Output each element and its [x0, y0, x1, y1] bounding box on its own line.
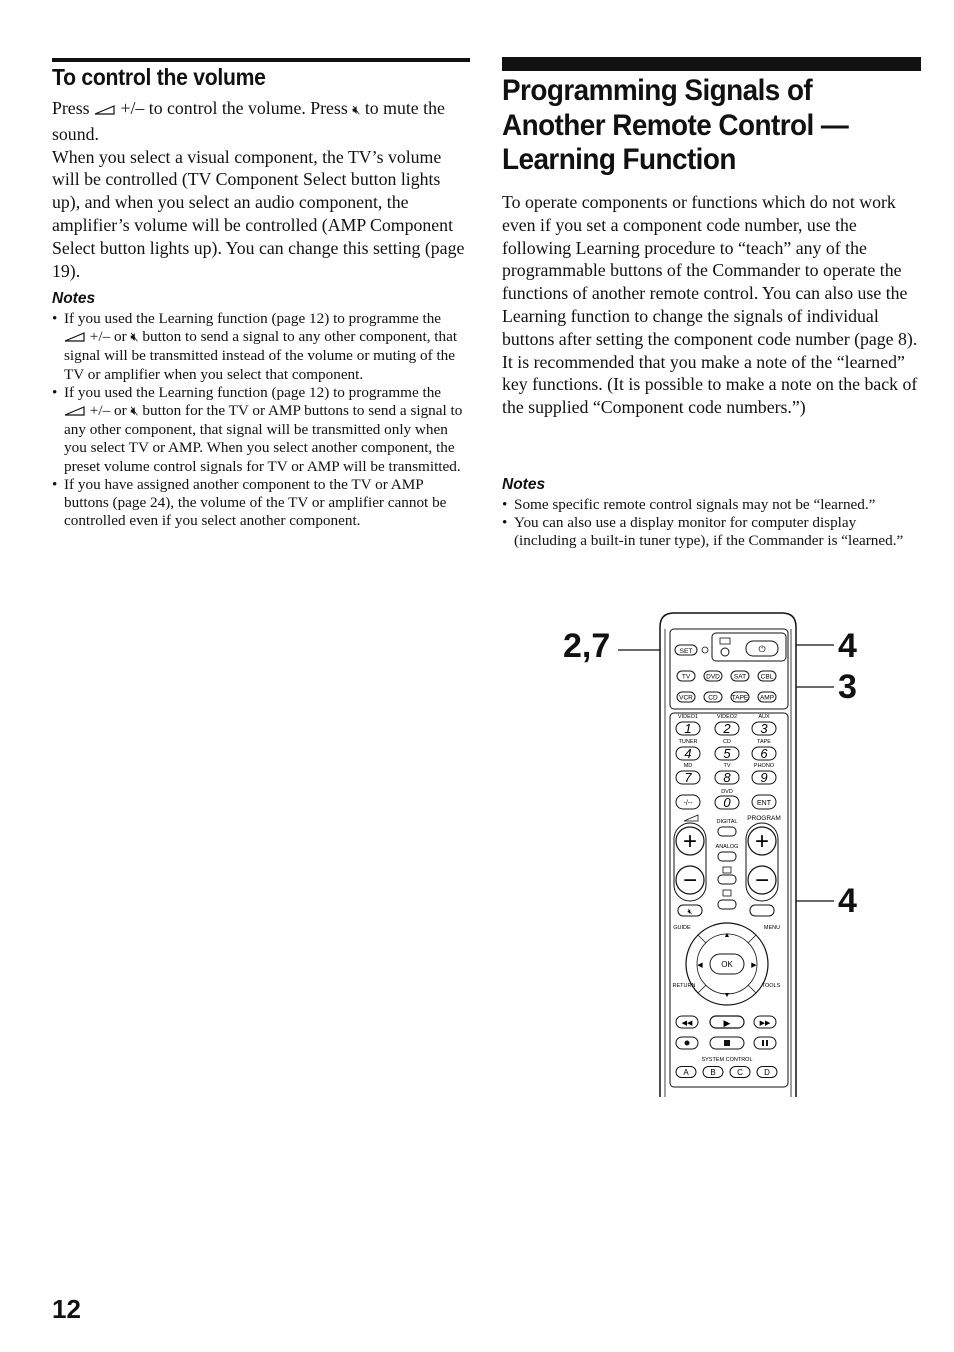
svg-text:▼: ▼: [723, 992, 731, 999]
left-heading-rule: [52, 58, 470, 62]
input-label: TUNER: [678, 739, 698, 745]
volume-paragraph-2: When you select a visual component, the TV’s volume will be controlled (TV Component Select button lights up), and when you select an audio component, the amplifier’s volume will be controlled (AMP Component Select button lights up). You can change this setting (page 19).: [52, 146, 465, 281]
page-number: 12: [52, 1294, 81, 1324]
left-notes-list: [52, 310, 464, 530]
svg-text:2: 2: [723, 721, 731, 736]
svg-text:TAPE: TAPE: [731, 694, 749, 702]
input-label: VIDEO1: [677, 714, 699, 720]
svg-text:▶: ▶: [723, 1018, 731, 1028]
main-heading-learning: Programming Signals of Another Remote Control — Learning Function: [502, 74, 849, 176]
svg-text:VCR: VCR: [679, 694, 693, 702]
list-item: • If you have assigned another component to the TV or AMP buttons (page 24), the volume of the TV or amplifier cannot be controlled even if you select another component.: [52, 476, 464, 531]
list-item: • If you used the Learning function (page 12) to programme the +/– or 🔇︎ button to send a signal to any other component, that signal will be transmitted instead of the volume or muting of the TV or amplifier when you select that component.: [52, 310, 464, 384]
svg-text:TV: TV: [681, 673, 691, 681]
svg-text:7: 7: [684, 770, 692, 785]
volume-icon: [64, 332, 86, 342]
svg-text:▶▶: ▶▶: [759, 1020, 771, 1027]
right-notes-title: Notes: [502, 476, 546, 493]
ent-key[interactable]: ENT: [757, 800, 771, 807]
component-button-amp[interactable]: [758, 692, 776, 702]
list-item: • Some specific remote control signals may not be “learned.”: [502, 496, 918, 514]
callout-volume-step: 4: [838, 882, 857, 920]
svg-text:◀: ◀: [697, 962, 703, 969]
svg-text:▶: ▶: [751, 962, 757, 969]
svg-text:6: 6: [760, 746, 768, 761]
svg-text:AMP: AMP: [759, 694, 775, 702]
component-button-tape[interactable]: [731, 692, 749, 702]
svg-text:▲: ▲: [723, 932, 731, 939]
svg-text:8: 8: [723, 770, 731, 785]
input-label: CD: [723, 739, 731, 745]
learning-paragraph: To operate components or functions which do not work even if you set a component code number, use the following Learning procedure to “teach” any of the programmable buttons of the Commander to operate the functions of another remote control. You can also use the Learning function to change the signals of individual buttons after setting the component code number (page 8). It is recommended that you make a note of the “learned” key functions. (It is possible to make a note on the back of the supplied “Component code numbers.”): [502, 192, 918, 418]
input-label: DVD: [721, 789, 733, 795]
input-label: TAPE: [757, 739, 771, 745]
system-control-label: SYSTEM CONTROL: [701, 1057, 753, 1063]
volume-paragraph-1: Press +/– to control the volume. Press 🔇︎ to mute the sound.: [52, 98, 445, 144]
mute-icon: 🔇︎: [130, 404, 139, 420]
svg-text:CBL: CBL: [760, 673, 774, 681]
callout-power-step: 4: [838, 627, 857, 665]
input-label: VIDEO2: [716, 714, 738, 720]
component-button-dvd[interactable]: [704, 671, 722, 681]
program-label: PROGRAM: [747, 815, 781, 822]
menu-label: MENU: [763, 925, 781, 931]
callout-set-steps: 2,7: [563, 627, 611, 665]
input-label: MD: [683, 763, 693, 769]
main-heading-rule: [502, 57, 921, 71]
svg-text:C: C: [737, 1067, 743, 1077]
svg-text:SAT: SAT: [733, 673, 747, 681]
input-label: PHONO: [753, 763, 775, 769]
ok-button[interactable]: OK: [721, 960, 733, 969]
svg-text:9: 9: [760, 770, 768, 785]
svg-text:D: D: [764, 1067, 770, 1077]
svg-text:◀◀: ◀◀: [681, 1020, 693, 1027]
guide-label: GUIDE: [673, 925, 691, 931]
component-button-vcr[interactable]: [677, 692, 695, 702]
component-button-cbl[interactable]: [758, 671, 776, 681]
svg-text:🔇︎: 🔇︎: [687, 907, 693, 916]
svg-text:−: −: [754, 867, 770, 894]
tools-label: TOOLS: [761, 983, 781, 989]
dash-key[interactable]: -/--: [683, 800, 693, 807]
svg-text:3: 3: [760, 721, 768, 736]
volume-icon: [94, 105, 116, 115]
digital-label: DIGITAL: [716, 819, 738, 825]
analog-label: ANALOG: [715, 844, 739, 850]
right-notes-list: [502, 496, 918, 551]
input-label: TV: [723, 763, 731, 769]
svg-text:4: 4: [684, 746, 692, 761]
volume-icon: [64, 406, 86, 416]
svg-text:1: 1: [684, 721, 692, 736]
return-label: RETURN: [672, 983, 696, 989]
section-heading-volume: To control the volume: [52, 64, 266, 90]
svg-text:5: 5: [723, 746, 731, 761]
svg-text:0: 0: [723, 795, 731, 810]
left-notes-title: Notes: [52, 290, 96, 307]
svg-text:⏻: ⏻: [758, 644, 766, 654]
svg-text:A: A: [683, 1067, 689, 1077]
input-label: AUX: [758, 714, 770, 720]
remote-control-illustration: [560, 605, 840, 1097]
callout-select-step: 3: [838, 668, 857, 706]
svg-text:DVD: DVD: [706, 673, 720, 681]
svg-text:B: B: [710, 1067, 716, 1077]
learning-body: [502, 191, 922, 419]
set-button[interactable]: SET: [679, 648, 693, 655]
volume-body: [52, 97, 472, 282]
svg-text:+: +: [754, 828, 770, 855]
svg-text:+: +: [682, 828, 698, 855]
mute-icon: 🔇︎: [352, 103, 361, 118]
svg-text:−: −: [682, 867, 698, 894]
list-item: • You can also use a display monitor for computer display (including a built-in tuner type), if the Commander is “learned.”: [502, 514, 918, 550]
mute-icon: 🔇︎: [130, 330, 139, 346]
list-item: • If you used the Learning function (page 12) to programme the +/– or 🔇︎ button for the TV or AMP buttons to send a signal to any other component, that signal will be transmitted only when you select TV or AMP. When you select another component, the preset volume control signals for TV or AMP will be transmitted.: [52, 384, 464, 476]
svg-text:CD: CD: [708, 694, 718, 702]
